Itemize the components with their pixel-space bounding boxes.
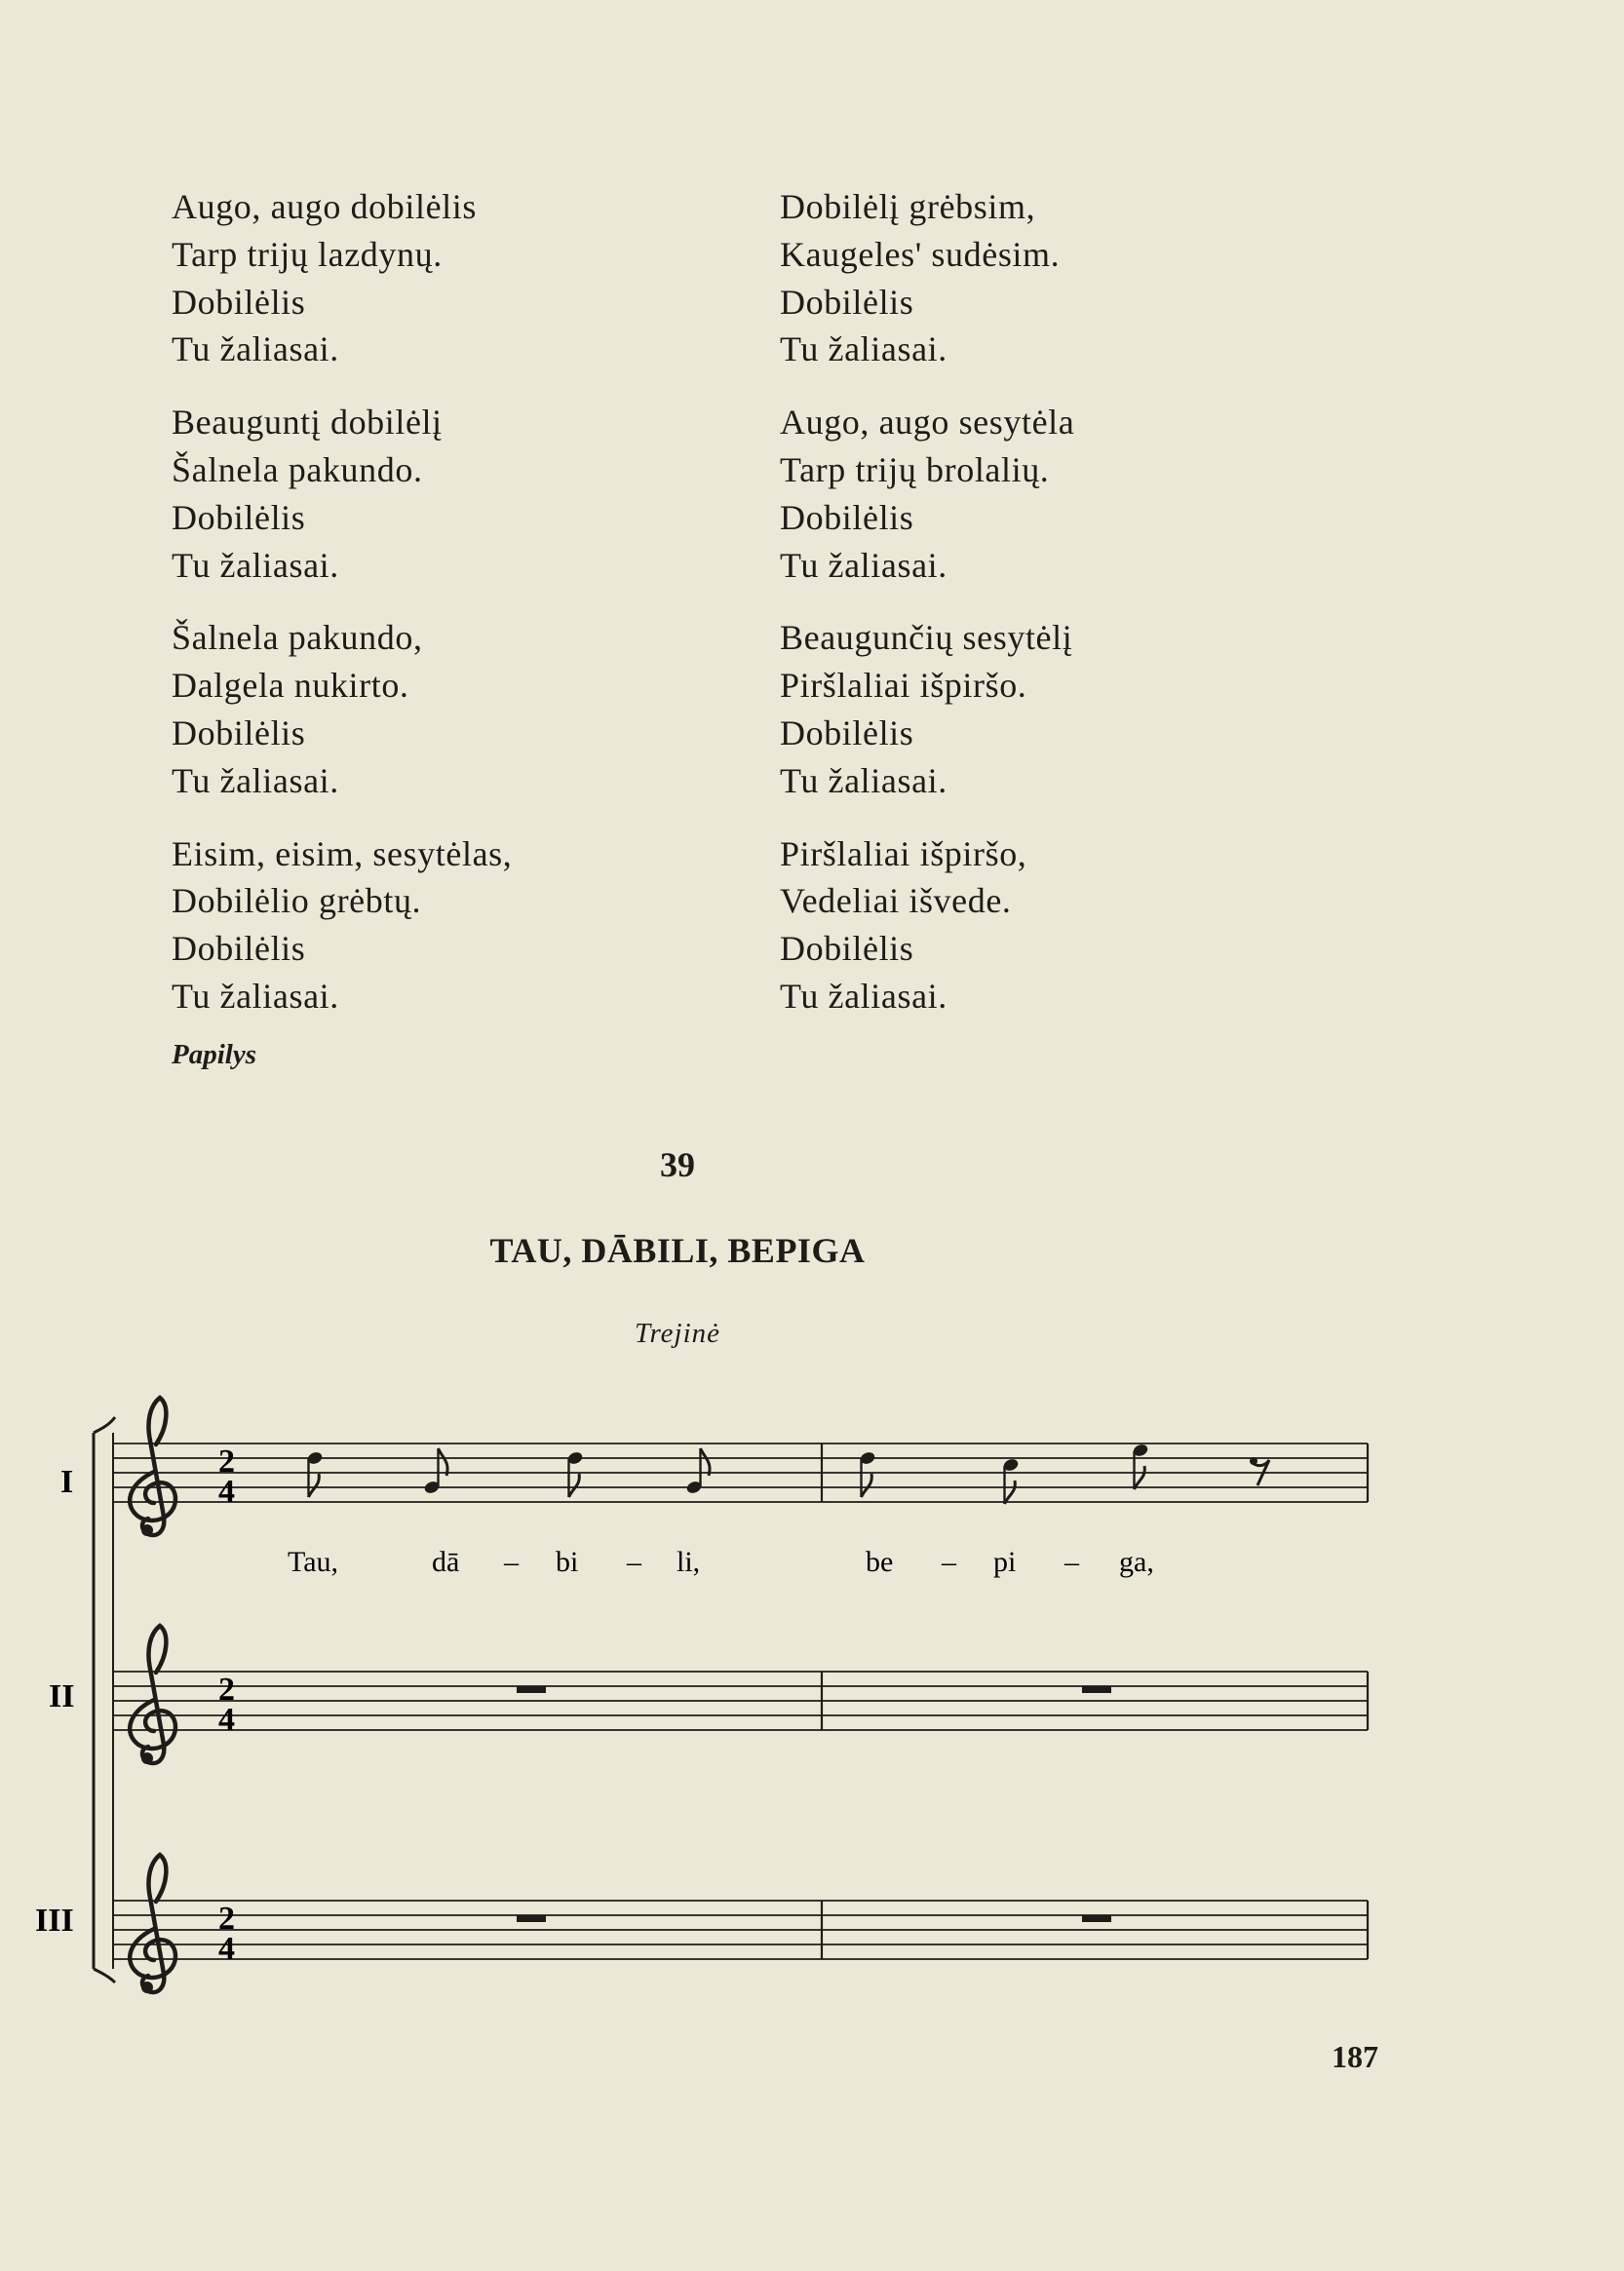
poem-line: Dalgela nukirto. — [172, 666, 409, 706]
treble-clef-icon — [130, 1626, 175, 1764]
voices-note: Trejinė — [634, 1318, 721, 1349]
lyric-syllable: bi — [556, 1546, 579, 1578]
poem-line: Beaugunčių sesytėlį — [780, 618, 1073, 658]
poem-line: Tu žaliasai. — [780, 545, 947, 585]
lyric-syllable: li, — [677, 1546, 701, 1578]
poem-line: Tu žaliasai. — [780, 329, 947, 369]
poem-line: Šalnela pakundo, — [172, 618, 423, 658]
place-name: Papilys — [172, 1039, 256, 1070]
poem-line: Dobilėlis — [172, 712, 306, 752]
whole-rest-icon — [517, 1686, 546, 1693]
poem-line: Dobilėlis — [780, 712, 914, 752]
poem-line: Dobilėlis — [172, 497, 306, 537]
poem-line: Tu žaliasai. — [172, 760, 339, 800]
poem-line: Augo, augo sesytėla — [780, 403, 1075, 443]
lyric-syllable: be — [866, 1546, 894, 1578]
poem-line: Tarp trijų lazdynų. — [172, 234, 443, 274]
time-signature-bottom: 4 — [218, 1931, 235, 1967]
poem-line: Dobilėlis — [172, 282, 306, 322]
poem-line: Tarp trijų brolalių. — [780, 449, 1050, 489]
poem-line: Dobilėlį grėbsim, — [780, 187, 1036, 226]
poem-line: Dobilėlis — [172, 929, 306, 969]
poem-line: Tu žaliasai. — [172, 976, 339, 1016]
poem-line: Augo, augo dobilėlis — [172, 187, 477, 226]
staff-label-1: I — [60, 1464, 74, 1500]
time-signature-top: 2 — [218, 1443, 235, 1480]
treble-clef-icon — [130, 1398, 175, 1536]
note — [566, 1450, 584, 1497]
staff-3 — [113, 1855, 1368, 1993]
note — [1002, 1457, 1020, 1504]
whole-rest-icon — [1082, 1915, 1111, 1922]
lyric-syllable: Tau, — [288, 1546, 339, 1578]
poem-line: Dobilėlio grėbtų. — [172, 881, 422, 921]
poem-line: Vedeliai išvede. — [780, 881, 1012, 921]
whole-rest-icon — [1082, 1686, 1111, 1693]
poem-line: Šalnela pakundo. — [172, 449, 423, 489]
poem-line: Tu žaliasai. — [172, 329, 339, 369]
poem-line: Eisim, eisim, sesytėlas, — [172, 833, 513, 873]
poem-line: Tu žaliasai. — [780, 976, 947, 1016]
song-number: 39 — [660, 1145, 695, 1184]
poem-line: Dobilėlis — [780, 929, 914, 969]
note — [306, 1450, 324, 1497]
staff-label-3: III — [35, 1903, 74, 1939]
poem-line: Beauguntį dobilėlį — [172, 403, 443, 443]
poem-line: Tu žaliasai. — [172, 545, 339, 585]
time-signature-bottom: 4 — [218, 1474, 235, 1510]
page-number: 187 — [1332, 2039, 1378, 2074]
staff-label-2: II — [49, 1678, 75, 1714]
lyric-hyphen: – — [1064, 1546, 1079, 1578]
poem-line: Tu žaliasai. — [780, 760, 947, 800]
lyric-syllable: dā — [432, 1546, 460, 1578]
note — [859, 1450, 876, 1497]
time-signature-top: 2 — [218, 1672, 235, 1708]
system-bracket — [94, 1417, 115, 1982]
staff-2 — [113, 1626, 1368, 1764]
poem-line: Kaugeles' sudėsim. — [780, 234, 1061, 274]
treble-clef-icon — [130, 1855, 175, 1993]
poem-line: Dobilėlis — [780, 282, 914, 322]
time-signature-top: 2 — [218, 1901, 235, 1937]
time-signature-bottom: 4 — [218, 1702, 235, 1738]
lyric-syllable: ga, — [1119, 1546, 1154, 1578]
poem-line: Piršlaliai išpiršo. — [780, 666, 1027, 706]
poem-line: Piršlaliai išpiršo, — [780, 833, 1027, 873]
whole-rest-icon — [517, 1915, 546, 1922]
note — [1132, 1443, 1149, 1489]
lyric-hyphen: – — [627, 1546, 641, 1578]
song-title: TAU, DĀBILI, BEPIGA — [489, 1231, 866, 1270]
lyric-hyphen: – — [504, 1546, 519, 1578]
lyric-hyphen: – — [942, 1546, 956, 1578]
staff-1 — [113, 1398, 1368, 1578]
lyric-syllable: pi — [993, 1546, 1017, 1578]
poem-line: Dobilėlis — [780, 497, 914, 537]
